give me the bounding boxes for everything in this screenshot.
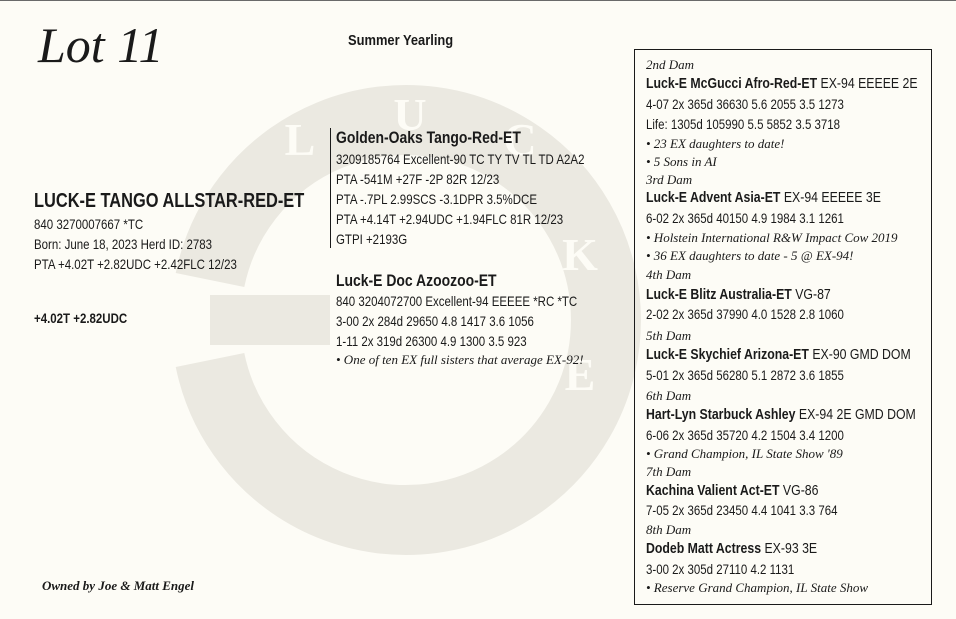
sire-line: 3209185764 Excellent-90 TC TY TV TL TD A2A2 xyxy=(336,151,585,167)
lot-title: Lot 11 xyxy=(38,17,164,73)
animal-pta: PTA +4.02T +2.82UDC +2.42FLC 12/23 xyxy=(34,256,237,272)
sale-class: Summer Yearling xyxy=(348,32,454,49)
dam-note: • One of ten EX full sisters that average EX-92! xyxy=(336,352,584,367)
dam-generation-name: Hart-Lyn Starbuck Ashley EX-94 2E GMD DOM xyxy=(646,406,916,423)
dam-name: Luck-E Doc Azoozoo-ET xyxy=(336,271,497,290)
dam-generation-label: 2nd Dam xyxy=(646,57,695,72)
dam-generation-label: 4th Dam xyxy=(646,267,692,282)
dam-line: 840 3204072700 Excellent-94 EEEEE *RC *TC xyxy=(336,293,578,309)
sire-line: PTA -541M +27F -2P 82R 12/23 xyxy=(336,171,500,187)
dam-generation-label: 8th Dam xyxy=(646,522,692,537)
watermark-letter: C xyxy=(503,114,537,165)
sire-bracket xyxy=(330,128,331,248)
dam-generation-note: • Reserve Grand Champion, IL State Show xyxy=(646,580,869,595)
dam-generation-note: • 5 Sons in AI xyxy=(646,154,717,169)
dam-generation-record: 3-00 2x 305d 27110 4.2 1131 xyxy=(646,561,795,577)
dam-generation-note: • 23 EX daughters to date! xyxy=(646,136,785,151)
dam-generation-name: Luck-E Advent Asia-ET EX-94 EEEEE 3E xyxy=(646,189,881,206)
dam-generation-record: 5-01 2x 365d 56280 5.1 2872 3.6 1855 xyxy=(646,367,844,383)
dam-generation-label: 3rd Dam xyxy=(646,172,693,187)
owner-line: Owned by Joe & Matt Engel xyxy=(42,578,195,593)
animal-name: LUCK-E TANGO ALLSTAR-RED-ET xyxy=(34,190,305,212)
dam-generation-name: Luck-E Skychief Arizona-ET EX-90 GMD DOM xyxy=(646,346,911,363)
dam-generation-note: • 36 EX daughters to date - 5 @ EX-94! xyxy=(646,248,854,263)
watermark-letter: U xyxy=(393,89,427,140)
sire-name: Golden-Oaks Tango-Red-ET xyxy=(336,128,521,147)
sire-line: GTPI +2193G xyxy=(336,231,408,247)
dam-generation-name: Dodeb Matt Actress EX-93 3E xyxy=(646,540,818,557)
genomic-summary: +4.02T +2.82UDC xyxy=(34,310,128,326)
dam-generation-label: 6th Dam xyxy=(646,388,692,403)
dam-line: 3-00 2x 284d 29650 4.8 1417 3.6 1056 xyxy=(336,313,534,329)
page-top-rule xyxy=(0,0,956,1)
sire-line: PTA +4.14T +2.94UDC +1.94FLC 81R 12/23 xyxy=(336,211,564,227)
dam-generation-record: 7-05 2x 365d 23450 4.4 1041 3.3 764 xyxy=(646,502,838,518)
dam-generation-record: 4-07 2x 365d 36630 5.6 2055 3.5 1273 xyxy=(646,96,844,112)
dam-generation-name: Kachina Valient Act-ET VG-86 xyxy=(646,482,819,499)
dam-generation-name: Luck-E McGucci Afro-Red-ET EX-94 EEEEE 2E xyxy=(646,75,918,92)
watermark-letter: K xyxy=(562,229,598,280)
dam-generation-record: Life: 1305d 105990 5.5 5852 3.5 3718 xyxy=(646,116,841,132)
watermark-letter: E xyxy=(564,349,596,400)
dam-generation-label: 5th Dam xyxy=(646,328,692,343)
dam-line: 1-11 2x 319d 26300 4.9 1300 3.5 923 xyxy=(336,333,527,349)
watermark-letter: L xyxy=(284,114,316,165)
dam-generation-record: 2-02 2x 365d 37990 4.0 1528 2.8 1060 xyxy=(646,306,844,322)
sire-line: PTA -.7PL 2.99SCS -3.1DPR 3.5%DCE xyxy=(336,191,537,207)
animal-born: Born: June 18, 2023 Herd ID: 2783 xyxy=(34,236,213,252)
dam-generation-note: • Grand Champion, IL State Show '89 xyxy=(646,446,843,461)
dam-generation-name: Luck-E Blitz Australia-ET VG-87 xyxy=(646,286,831,303)
dam-generation-record: 6-06 2x 365d 35720 4.2 1504 3.4 1200 xyxy=(646,427,844,443)
dam-generation-note: • Holstein International R&W Impact Cow 2019 xyxy=(646,230,898,245)
dam-generation-label: 7th Dam xyxy=(646,464,692,479)
animal-id: 840 3270007667 *TC xyxy=(34,216,144,232)
dam-generation-record: 6-02 2x 365d 40150 4.9 1984 3.1 1261 xyxy=(646,210,844,226)
